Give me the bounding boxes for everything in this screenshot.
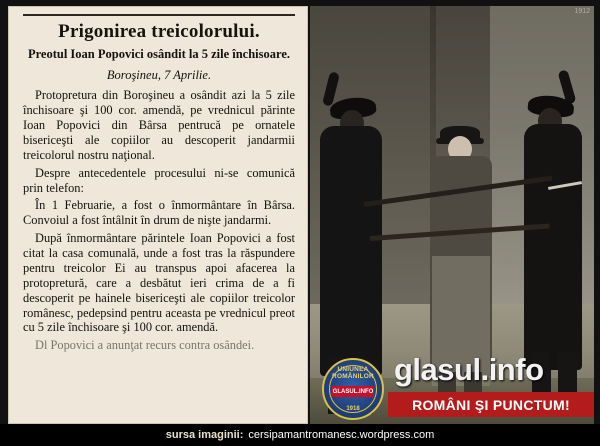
- emblem-banner-text: GLASUL.INFO: [332, 388, 374, 395]
- slogan-bar: [388, 392, 594, 417]
- source-url[interactable]: cersipamantromanesc.wordpress.com: [248, 429, 435, 441]
- article-headline: Prigonirea treicolorului.: [58, 21, 260, 42]
- article-paragraph: După înmormântare părintele Ioan Popovici a fost citat la casa comunală, unde a fost tras la răspundere pentru treicolor Ei au transpus apoi afacerea la protopretură, care a desbătut ieri crima de a fi descoperit pe hainele bisericeşti ale copiilor treicolor românesc, pedepsind pentru aceasta pe vrednicul preot cu 5 zile închisoare şi 100 cor. amendă.: [23, 231, 295, 335]
- article-body: [23, 88, 295, 353]
- emblem-bottom-text: 1918: [346, 406, 360, 412]
- gendarme-left-body: [320, 126, 382, 376]
- top-rule: [23, 14, 295, 16]
- article-subhead: Preotul Ioan Popovici osândit la 5 zile închisoare.: [27, 47, 291, 61]
- article-paragraph: Protopretura din Boroşineu a osândit azi la 5 zile închisoare şi 100 cor. amendă, pe vrednicul părinte Ioan Popovici din Bârsa pentrucă pe ornatele bisericeşti ale copiilor au descoperit jandarmii treicolorul nostru naţional.: [23, 88, 295, 162]
- source-bar: [0, 424, 600, 446]
- emblem-icon: [322, 358, 384, 420]
- gendarme-right-body: [524, 124, 582, 370]
- article-paragraph: Dl Popovici a anunţat recurs contra osândei.: [35, 338, 255, 353]
- article-paragraph: Despre antecedentele procesului ni-se comunică prin telefon:: [23, 165, 295, 195]
- photo-corner-mark: 1912: [574, 8, 590, 15]
- source-label: sursa imaginii:: [165, 429, 244, 441]
- site-name: glasul.info: [394, 352, 544, 387]
- emblem-banner: [332, 386, 374, 397]
- site-watermark: [322, 352, 594, 420]
- article-paragraph: În 1 Februarie, a fost o înmormântare în Bârsa. Convoiul a fost întâlnit în drum de nişte jandarmi.: [23, 198, 295, 228]
- newspaper-clipping: [8, 6, 308, 424]
- emblem-top-text: UNIUNEA ROMÂNILOR: [332, 366, 374, 380]
- article-dateline: Boroşineu, 7 Aprilie.: [106, 68, 212, 83]
- slogan-text: ROMÂNI ŞI PUNCTUM!: [412, 396, 570, 413]
